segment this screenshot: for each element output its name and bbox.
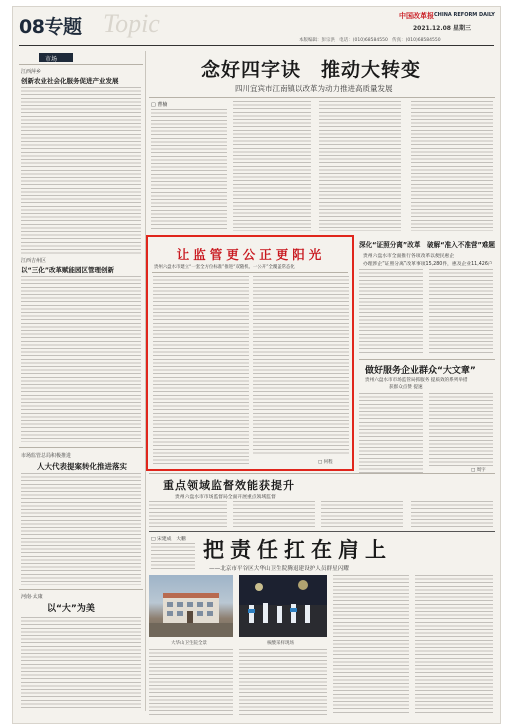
- top-story-body-col1: [151, 109, 227, 231]
- phone: 电话：(010)68584550: [339, 38, 388, 43]
- highlight-story-rule: [152, 272, 348, 273]
- lower-story-rule: [149, 473, 495, 474]
- top-story-subhead: 四川宜宾市江南镇以改革为动力推进高质量发展: [235, 84, 393, 93]
- paper-name-en: CHINA REFORM DAILY: [434, 12, 495, 18]
- right-story-2-subhead1: 贵州六盘水市市场监管局抓服务 提质效的系列举措: [365, 378, 468, 383]
- right-story-2-byline: □ 周宇: [471, 468, 486, 473]
- top-story-headline: 念好四字诀 推动大转变: [201, 59, 422, 81]
- story3-body: [21, 473, 141, 585]
- lower-story-body-col2: [233, 501, 315, 527]
- right-story-1: [359, 239, 495, 357]
- right-story-1-subhead2: 办理涉企“证照分离”改革事项15,280件，惠及企业11,426户: [363, 262, 493, 267]
- right-story-1-body-col1: [359, 269, 423, 355]
- editor: 本版编辑：彭宗洪: [299, 38, 335, 43]
- left-column: [19, 51, 143, 711]
- fax: 传真：(010)68584550: [392, 38, 441, 43]
- story3-title: 人大代表提案转化推进落实: [37, 462, 127, 471]
- highlight-story-frame: [146, 235, 354, 471]
- right-story-2-headline: 做好服务企业群众“大文章”: [365, 366, 476, 376]
- page-label: 08专题: [19, 16, 82, 38]
- top-story-body-col2: [233, 101, 311, 231]
- story1-body: [21, 87, 141, 255]
- photo-health-center: [149, 575, 233, 637]
- left-column-mid-rule: [19, 447, 143, 448]
- left-column-lower-rule: [19, 589, 143, 590]
- story2-title: 以“三化”改革赋能园区管理创新: [21, 266, 115, 274]
- right-story-2: [359, 359, 495, 477]
- paper-name: 中国改革报: [399, 12, 434, 20]
- newspaper-sheet: [12, 6, 501, 724]
- lower-story-body-col1: [149, 501, 227, 527]
- bottom-story: [149, 531, 495, 717]
- top-story-rule: [149, 97, 495, 98]
- issue-date: 2021.12.08 星期三: [413, 25, 472, 32]
- story4-body: [21, 617, 141, 709]
- bottom-story-body-col4: [415, 575, 493, 715]
- photo-night-testing: [239, 575, 327, 637]
- lower-story-body-col4: [411, 501, 493, 527]
- right-story-2-body-col1: [359, 393, 423, 473]
- lower-story: [149, 473, 495, 529]
- masthead-rule: [19, 45, 494, 46]
- story4-kicker: 河南·太康: [21, 594, 43, 600]
- section-tag-label: 市场: [45, 56, 58, 63]
- bottom-story-headline: 把责任扛在肩上: [203, 537, 392, 562]
- lower-story-subhead: 贵州六盘水市市场监督局全面开展重点领域监督: [175, 495, 276, 500]
- story2-body: [21, 276, 141, 442]
- lower-story-body-col3: [321, 501, 403, 527]
- right-story-2-body-col2: [429, 393, 493, 467]
- bottom-story-body-col2: [239, 649, 327, 715]
- highlight-story-headline: 让监管更公正更阳光: [176, 247, 326, 262]
- photo1-caption: 大华山卫生院全景: [171, 641, 207, 646]
- bottom-story-intro: [151, 543, 195, 569]
- bottom-story-rule: [149, 531, 495, 532]
- highlight-story-subhead: 贵州六盘水市建立“一套全方位标准”推进“双随机、一公开”全覆盖常态化: [154, 265, 295, 270]
- story2-kicker: 江西吉州区: [21, 258, 47, 264]
- highlight-story-body-col2: [253, 276, 349, 456]
- highlight-story-body-col1: [153, 276, 249, 464]
- night-scene-illustration: [239, 575, 327, 637]
- top-story-body-col4: [411, 101, 493, 231]
- right-story-1-subhead1: 贵州六盘水市全面推行各项改革以便民惠企: [363, 254, 455, 259]
- section-tag: [39, 53, 73, 62]
- right-story-2-rule: [359, 359, 495, 360]
- story1-kicker: 江西萍乡: [21, 69, 42, 75]
- highlight-story-byline: □ 何程: [318, 460, 333, 465]
- bottom-story-body-col3: [333, 575, 409, 715]
- bottom-story-byline: □ 宋建成 大鹏: [151, 537, 186, 542]
- top-story-body-col3: [319, 101, 401, 231]
- bottom-story-subhead: ——北京市平谷区大华山卫生院腾退建设护人员群星闪耀: [209, 566, 349, 572]
- photo2-caption: 核酸采样现场: [267, 641, 294, 646]
- story3-kicker: 市场监管总局积极推进: [21, 453, 72, 459]
- building-illustration: [149, 575, 233, 637]
- bottom-story-body-col1: [149, 649, 233, 715]
- top-story: [149, 47, 495, 233]
- right-story-1-headline: 深化“证照分离”改革 破解“准入不准营”难题: [359, 241, 495, 249]
- left-column-top-rule: [19, 64, 143, 65]
- right-story-1-body-col2: [429, 269, 493, 355]
- right-story-2-subhead2: 获群众点赞 提速: [389, 385, 423, 390]
- story4-title: 以“大”为美: [47, 604, 95, 614]
- editor-line: [299, 37, 441, 43]
- masthead: [13, 7, 500, 47]
- story1-title: 创新农业社会化服务促进产业发展: [21, 77, 119, 85]
- lower-story-headline: 重点领域监督效能获提升: [163, 479, 295, 492]
- topic-word: Topic: [103, 9, 160, 38]
- top-story-byline: □ 曹楠: [151, 102, 168, 108]
